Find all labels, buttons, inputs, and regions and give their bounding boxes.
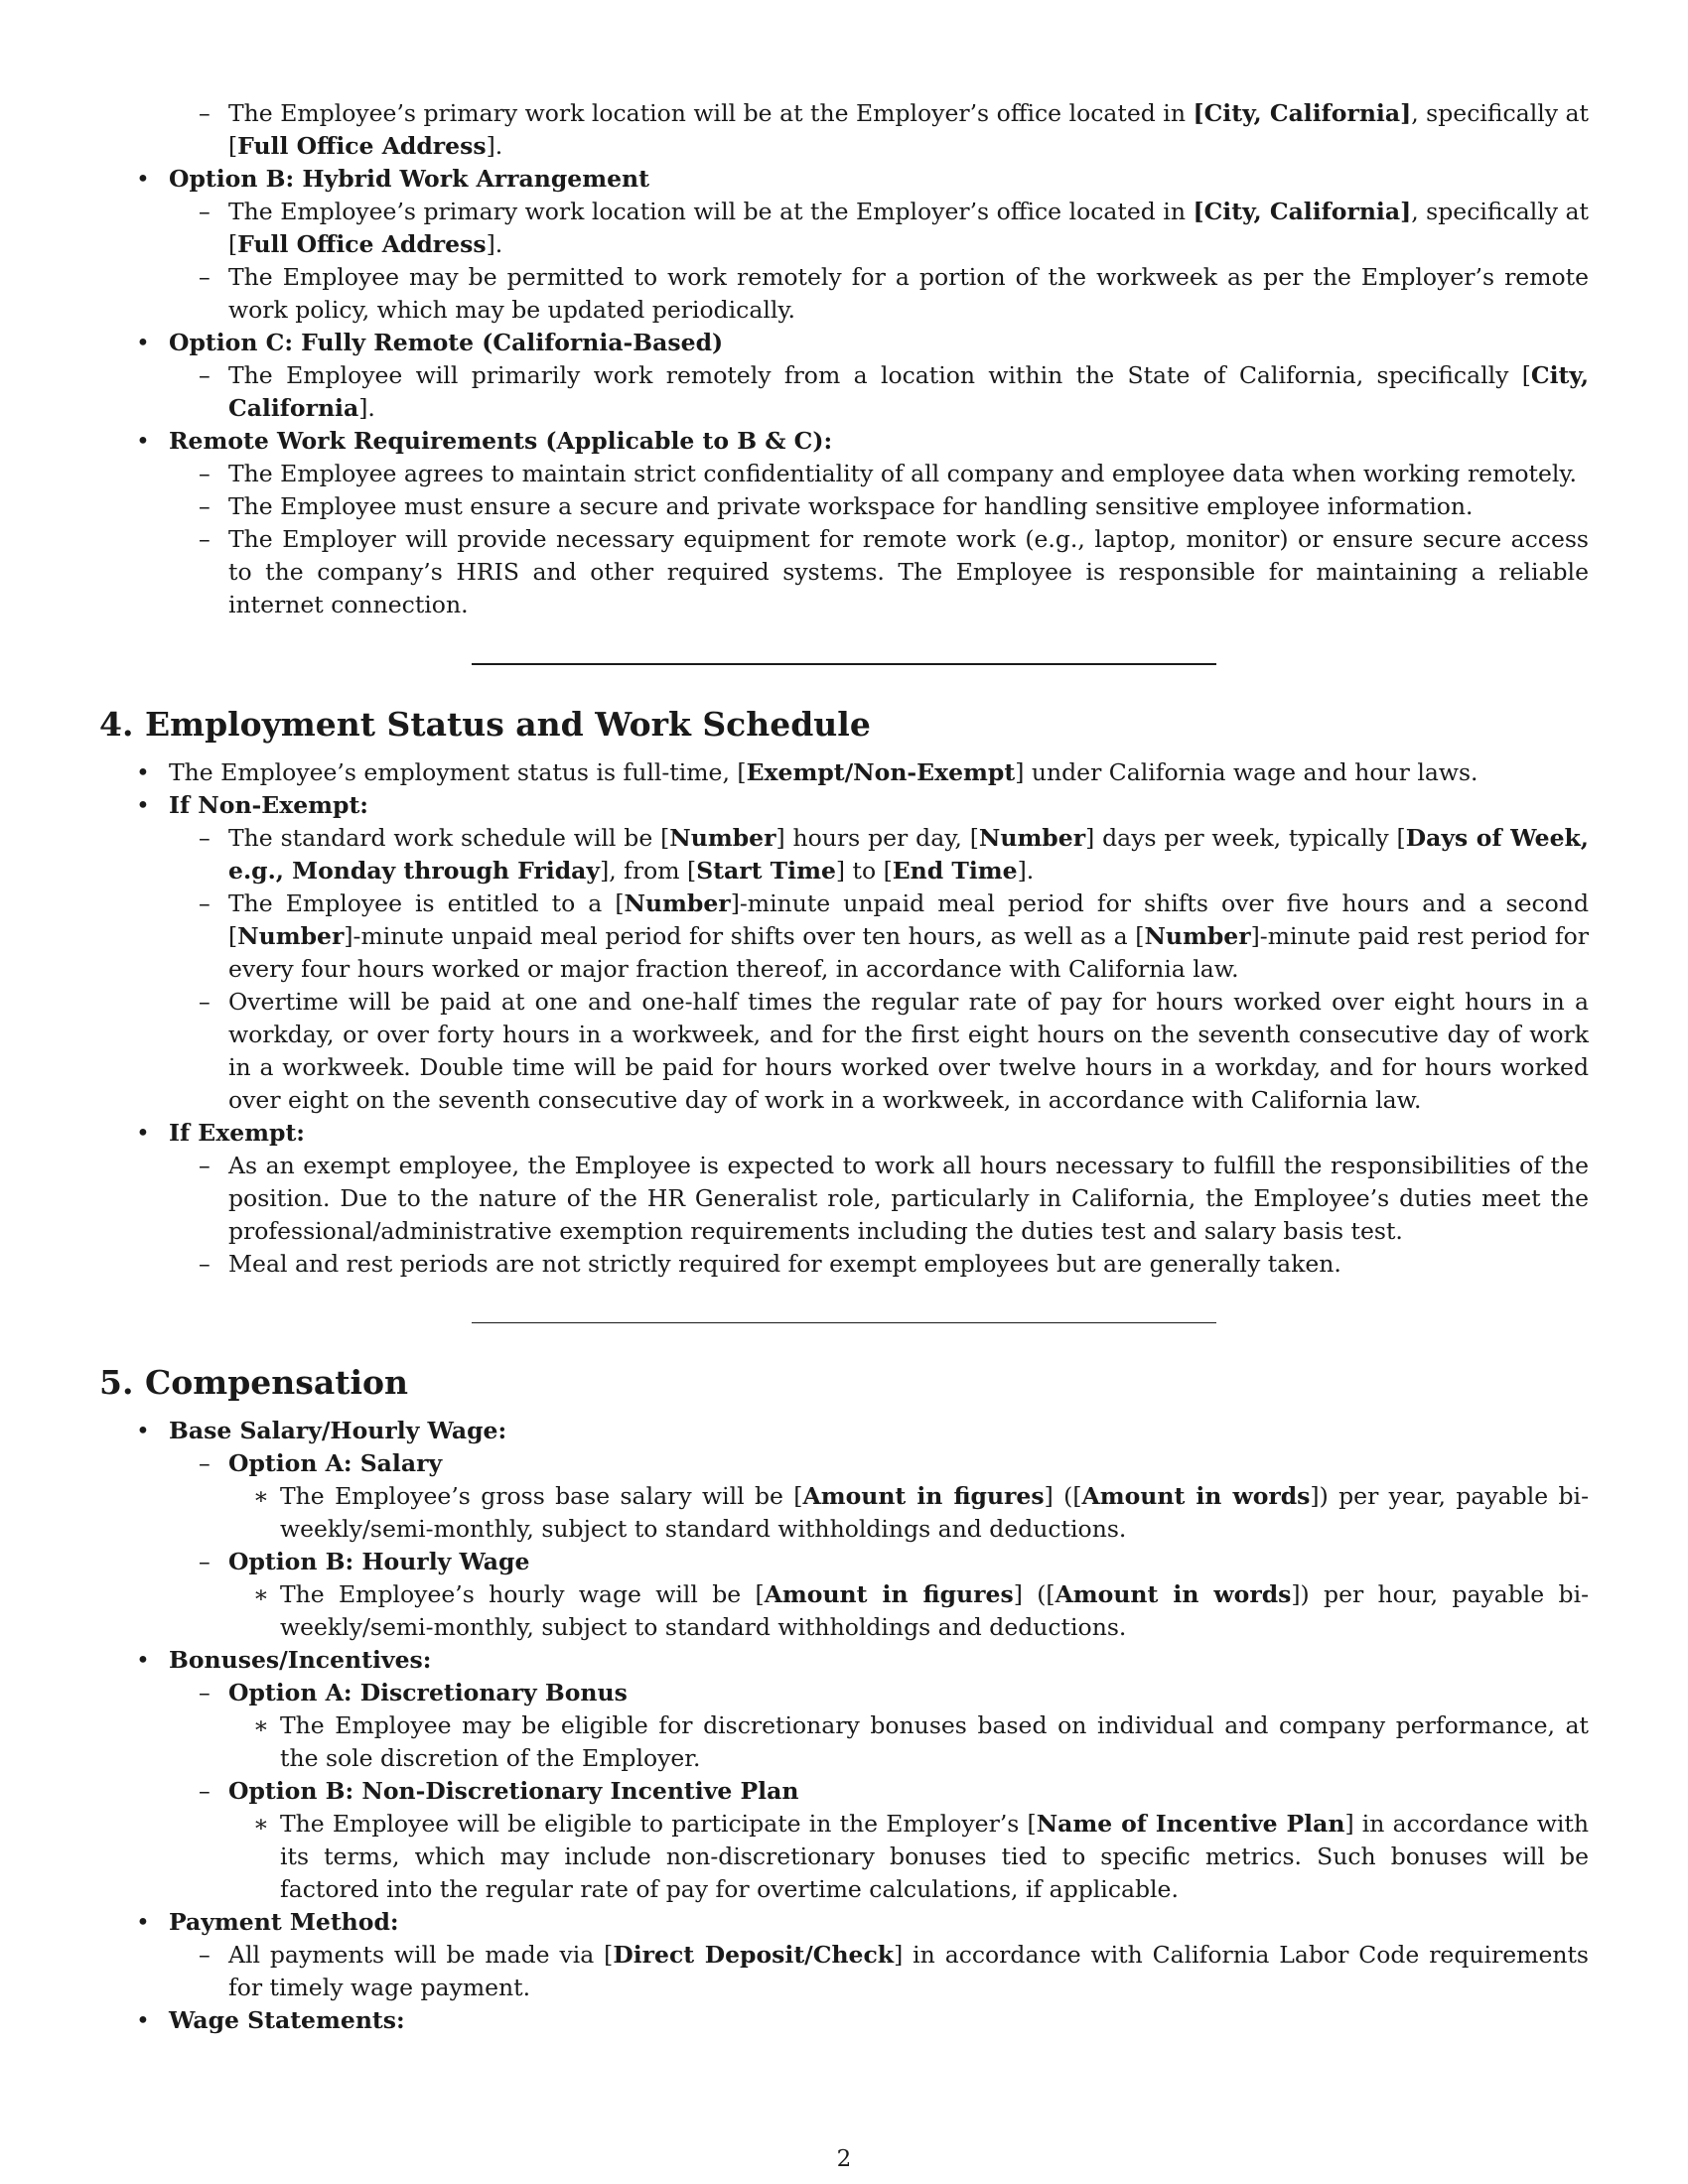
- list-item: – The Employee’s primary work location will be at the Employer’s office located in [City, California], specifically at [Full Office Address].: [199, 198, 1589, 258]
- list-item: – The Employee is entitled to a [Number]-minute unpaid meal period for shifts over five hours and a second [Number]-minute unpaid meal period for shifts over ten hours, as well as a [Number]-minute paid rest period for every four hours worked or major fraction thereof, in accordance with California law.: [199, 889, 1589, 983]
- document-page: [99, 97, 1589, 2037]
- list-item: – The Employee must ensure a secure and private workspace for handling sensitive employee information.: [199, 492, 1474, 520]
- list-item-heading: • Bonuses/Incentives:: [136, 1646, 432, 1674]
- horizontal-divider: [472, 1322, 1216, 1323]
- list-item-heading: – Option B: Hourly Wage: [199, 1548, 530, 1575]
- list-item-heading: • Option C: Fully Remote (California-Based): [136, 329, 724, 356]
- list-item: – The Employee may be permitted to work remotely for a portion of the workweek as per the Employer’s remote work policy, which may be updated periodically.: [199, 263, 1589, 324]
- list-item-heading: – Option A: Discretionary Bonus: [199, 1679, 628, 1706]
- list-item: – The Employee’s primary work location will be at the Employer’s office located in [City, California], specifically at [Full Office Address].: [199, 99, 1589, 160]
- list-item-heading: – Option A: Salary: [199, 1449, 443, 1477]
- list-item-heading: • Option B: Hybrid Work Arrangement: [136, 165, 649, 193]
- list-item: ∗ The Employee’s hourly wage will be [Amount in figures] ([Amount in words]) per hour, payable bi-weekly/semi-monthly, subject to standard withholdings and deductions.: [253, 1580, 1590, 1641]
- list-item-heading: • Remote Work Requirements (Applicable to B & C):: [136, 427, 833, 455]
- section-heading: 4. Employment Status and Work Schedule: [99, 705, 871, 744]
- list-item: ∗ The Employee will be eligible to participate in the Employer’s [Name of Incentive Plan] in accordance with its terms, which may include non-discretionary bonuses tied to specific metrics. Such bonuses will be factored into the regular rate of pay for overtime calculations, if applicable.: [253, 1810, 1589, 1903]
- section-heading: 5. Compensation: [99, 1363, 408, 1402]
- list-item-heading: • If Non-Exempt:: [136, 791, 368, 819]
- list-item: – Overtime will be paid at one and one-half times the regular rate of pay for hours worked over eight hours in a workday, or over forty hours in a workweek, and for the first eight hours on the seventh consecutive day of work in a workweek. Double time will be paid for hours worked over twelve hours in a workday, and for hours worked over eight on the seventh consecutive day of work in a workweek, in accordance with California law.: [199, 988, 1589, 1114]
- list-item: – The Employee agrees to maintain strict confidentiality of all company and employee data when working remotely.: [199, 460, 1578, 487]
- list-item-heading: • Wage Statements:: [136, 2006, 405, 2034]
- list-item: ∗ The Employee’s gross base salary will be [Amount in figures] ([Amount in words]) per year, payable bi-weekly/semi-monthly, subject to standard withholdings and deductions.: [253, 1482, 1590, 1543]
- list-item: – All payments will be made via [Direct Deposit/Check] in accordance with California Labor Code requirements for timely wage payment.: [199, 1941, 1589, 2001]
- list-item-heading: • Base Salary/Hourly Wage:: [136, 1417, 507, 1444]
- list-item-heading: • Payment Method:: [136, 1908, 399, 1936]
- page-number: 2: [836, 2146, 852, 2172]
- list-item: – The Employee will primarily work remotely from a location within the State of California, specifically [City, California].: [199, 361, 1589, 422]
- list-item: • The Employee’s employment status is full-time, [Exempt/Non-Exempt] under California wage and hour laws.: [136, 758, 1478, 786]
- list-item: – As an exempt employee, the Employee is expected to work all hours necessary to fulfill the responsibilities of the position. Due to the nature of the HR Generalist role, particularly in California, the Employee’s duties meet the professional/administrative exemption requirements including the duties test and salary basis test.: [199, 1152, 1589, 1245]
- list-item-heading: • If Exempt:: [136, 1119, 305, 1147]
- list-item-heading: – Option B: Non-Discretionary Incentive Plan: [199, 1777, 799, 1805]
- list-item: – The standard work schedule will be [Number] hours per day, [Number] days per week, typically [Days of Week, e.g., Monday through Friday], from [Start Time] to [End Time].: [199, 824, 1589, 885]
- list-item: – Meal and rest periods are not strictly required for exempt employees but are generally taken.: [199, 1250, 1341, 1278]
- horizontal-divider: [472, 663, 1216, 665]
- list-item: ∗ The Employee may be eligible for discretionary bonuses based on individual and company performance, at the sole discretion of the Employer.: [253, 1711, 1589, 1772]
- list-item: – The Employer will provide necessary equipment for remote work (e.g., laptop, monitor) or ensure secure access to the company’s HRIS and other required systems. The Employee is responsible for maintaining a reliable internet connection.: [199, 525, 1589, 618]
